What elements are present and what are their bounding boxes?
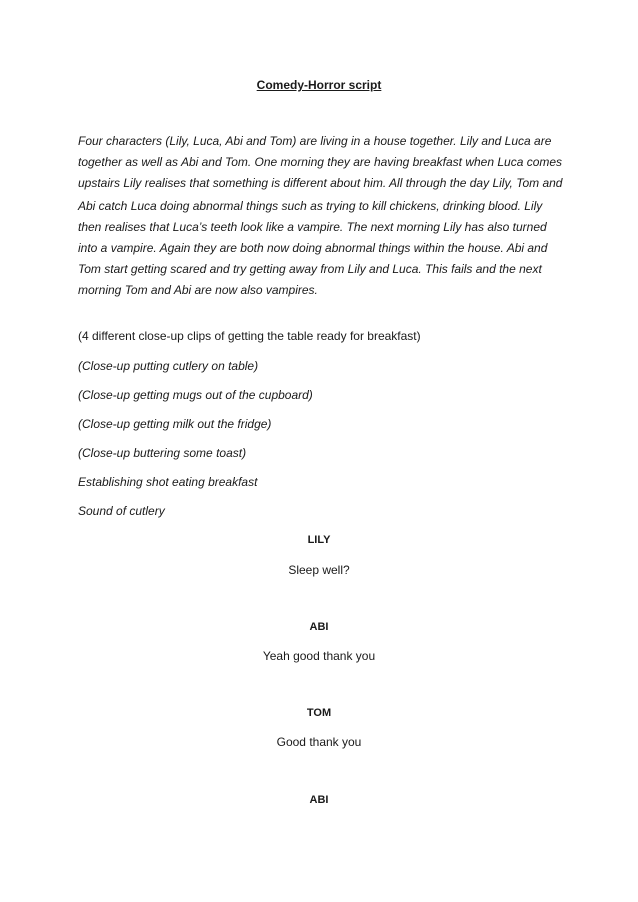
character-name: ABI [309, 794, 329, 806]
character-name: LILY [307, 534, 331, 546]
stage-direction: (Close-up getting milk out the fridge) [78, 417, 272, 431]
character-name: TOM [306, 707, 332, 719]
synopsis-paragraph-1: Four characters (Lily, Luca, Abi and Tom) are living in a house together. Lily and Luca are together as well as Abi and Tom. One morning they are having breakfast when Luca comes upstairs Lily realises that something is different about him. All through the day Lily, Tom and [78, 134, 563, 190]
dialogue-line: Good thank you [276, 735, 362, 749]
stage-direction: Establishing shot eating breakfast [78, 475, 258, 489]
dialogue-line: Yeah good thank you [262, 649, 376, 663]
stage-direction: (Close-up getting mugs out of the cupboard) [78, 388, 313, 402]
dialogue-line: Sleep well? [288, 563, 350, 577]
stage-direction: (4 different close-up clips of getting the table ready for breakfast) [78, 329, 421, 343]
stage-direction: Sound of cutlery [78, 504, 165, 518]
stage-direction: (Close-up putting cutlery on table) [78, 359, 259, 373]
stage-direction: (Close-up buttering some toast) [78, 446, 247, 460]
script-title: Comedy-Horror script [256, 78, 382, 92]
synopsis-paragraph-2: Abi catch Luca doing abnormal things such as trying to kill chickens, drinking blood. Lily then realises that Luca’s teeth look like a vampire. The next morning Lily has also turned into a vampire. Again they are both now doing abnormal things within the house. Abi and Tom start getting scared and try getting away from Lily and Luca. This fails and the next morning Tom and Abi are now also vampires. [78, 199, 548, 297]
character-name: ABI [309, 621, 329, 633]
